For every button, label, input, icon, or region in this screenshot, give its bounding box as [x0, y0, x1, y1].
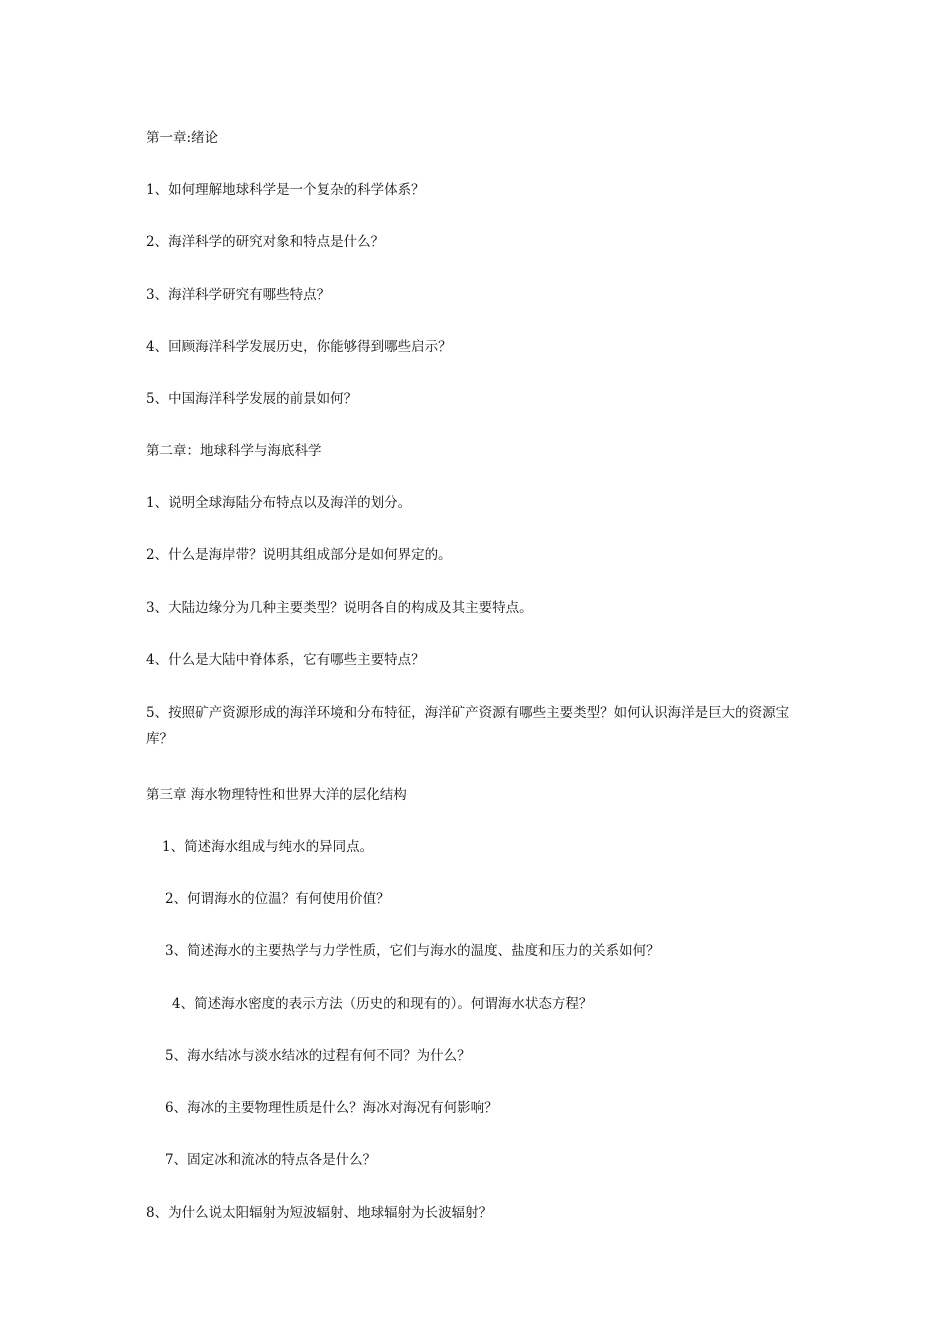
- chapter-1-question-3: 3、海洋科学研究有哪些特点？: [146, 287, 331, 303]
- chapter-3-question-5: 5、海水结冰与淡水结冰的过程有何不同？为什么？: [165, 1048, 471, 1064]
- chapter-3-question-2: 2、何谓海水的位温？有何使用价值？: [165, 891, 390, 907]
- chapter-1-question-2: 2、海洋科学的研究对象和特点是什么？: [146, 234, 385, 250]
- chapter-2-heading: 第二章：地球科学与海底科学: [146, 443, 322, 459]
- chapter-2-question-5: 5、按照矿产资源形成的海洋环境和分布特征，海洋矿产资源有哪些主要类型？如何认识海洋是巨大的资源宝库？: [146, 705, 790, 747]
- chapter-1-question-5: 5、中国海洋科学发展的前景如何？: [146, 391, 358, 407]
- chapter-2-question-4: 4、什么是大陆中脊体系，它有哪些主要特点？: [146, 652, 425, 668]
- chapter-3-question-8: 8、为什么说太阳辐射为短波辐射、地球辐射为长波辐射？: [146, 1205, 493, 1221]
- chapter-1-question-1: 1、如何理解地球科学是一个复杂的科学体系？: [146, 182, 425, 198]
- chapter-1-question-4: 4、回顾海洋科学发展历史，你能够得到哪些启示？: [146, 339, 452, 355]
- chapter-3-heading: 第三章 海水物理特性和世界大洋的层化结构: [146, 787, 407, 803]
- chapter-2-question-2: 2、什么是海岸带？说明其组成部分是如何界定的。: [146, 547, 452, 563]
- chapter-3-question-7: 7、固定冰和流冰的特点各是什么？: [165, 1152, 377, 1168]
- chapter-2-question-3: 3、大陆边缘分为几种主要类型？说明各自的构成及其主要特点。: [146, 600, 533, 616]
- chapter-2-question-1: 1、说明全球海陆分布特点以及海洋的划分。: [146, 495, 412, 511]
- chapter-3-question-6: 6、海冰的主要物理性质是什么？海冰对海况有何影响？: [165, 1100, 498, 1116]
- chapter-1-heading: 第一章:绪论: [146, 130, 219, 146]
- chapter-3-question-3: 3、简述海水的主要热学与力学性质，它们与海水的温度、盐度和压力的关系如何？: [165, 943, 660, 959]
- chapter-3-question-1: 1、简述海水组成与纯水的异同点。: [162, 839, 374, 855]
- chapter-3-question-4: 4、简述海水密度的表示方法（历史的和现有的）。何谓海水状态方程？: [172, 996, 593, 1012]
